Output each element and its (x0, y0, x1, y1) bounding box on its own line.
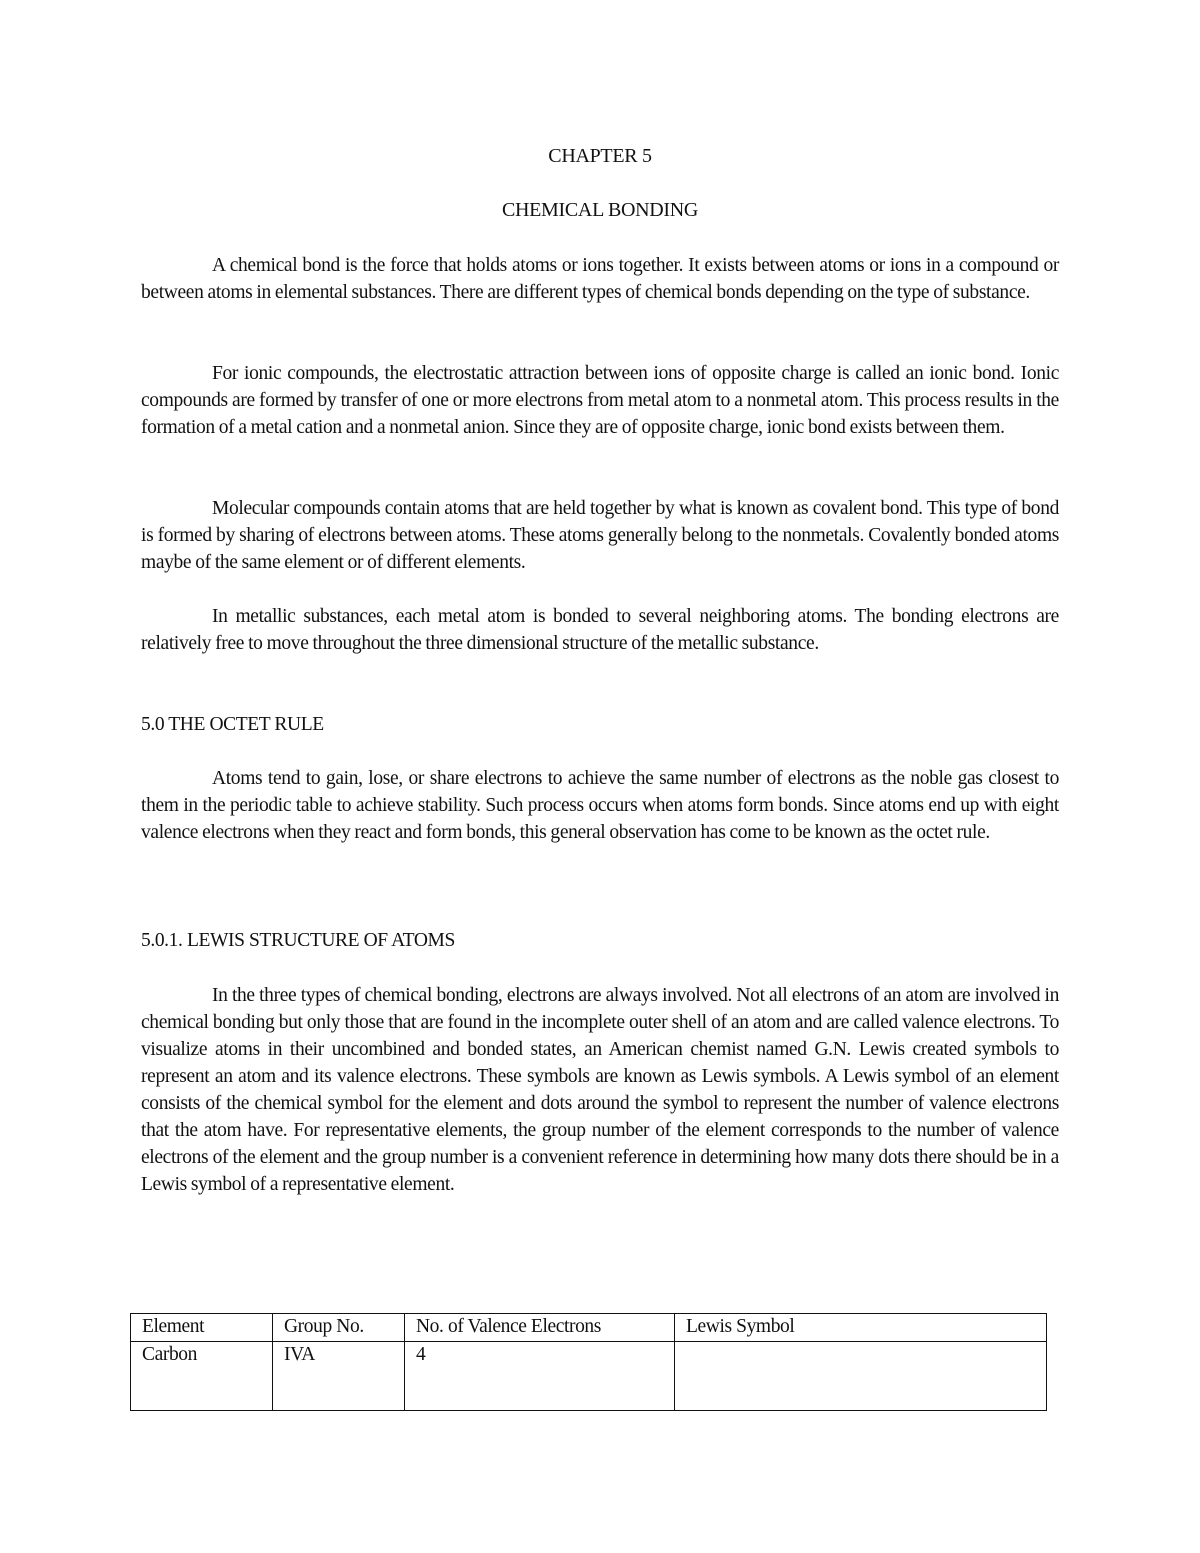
paragraph-octet-rule: Atoms tend to gain, lose, or share electrons to achieve the same number of electrons as the noble gas closest to them in the periodic table to achieve stability. Such process occurs when atoms form bonds. Since atoms end up with eight valence electrons when they react and form bonds, this general observation has come to be known as the octet rule. (141, 768, 1059, 843)
lewis-symbol-table (130, 1313, 1047, 1411)
cell-lewis-symbol (675, 1342, 1047, 1411)
paragraph-ionic-bond: For ionic compounds, the electrostatic attraction between ions of opposite charge is called an ionic bond. Ionic compounds are formed by transfer of one or more electrons from metal atom to a nonmetal atom. This process results in the formation of a metal cation and a nonmetal anion. Since they are of opposite charge, ionic bond exists between them. (141, 363, 1059, 438)
header-lewis-symbol: Lewis Symbol (675, 1314, 1047, 1342)
cell-group-no: IVA (273, 1342, 405, 1411)
header-group-no: Group No. (273, 1314, 405, 1342)
table-header-row (131, 1314, 1047, 1342)
section-heading-octet-rule: 5.0 THE OCTET RULE (141, 714, 324, 735)
paragraph-covalent-bond: Molecular compounds contain atoms that are held together by what is known as covalent bond. This type of bond is formed by sharing of electrons between atoms. These atoms generally belong to the nonmetals. Covalently bonded atoms maybe of the same element or of different elements. (141, 498, 1059, 573)
paragraph-metallic-bond: In metallic substances, each metal atom is bonded to several neighboring atoms. The bonding electrons are relatively free to move throughout the three dimensional structure of the metallic substance. (141, 606, 1059, 654)
chapter-title: CHEMICAL BONDING (501, 199, 699, 221)
paragraph-lewis-structure: In the three types of chemical bonding, electrons are always involved. Not all electrons of an atom are involved in chemical bonding but only those that are found in the incomplete outer shell of an atom and are called valence electrons. To visualize atoms in their uncombined and bonded states, an American chemist named G.N. Lewis created symbols to represent an atom and its valence electrons. These symbols are known as Lewis symbols. A Lewis symbol of an element consists of the chemical symbol for the element and dots around the symbol to represent the number of valence electrons that the atom have. For representative elements, the group number of the element corresponds to the number of valence electrons of the element and the group number is a convenient reference in determining how many dots there should be in a Lewis symbol of a representative element. (141, 985, 1059, 1195)
section-heading-lewis-structure: 5.0.1. LEWIS STRUCTURE OF ATOMS (141, 930, 455, 951)
cell-element: Carbon (131, 1342, 273, 1411)
chapter-number: CHAPTER 5 (548, 145, 652, 167)
header-valence-electrons: No. of Valence Electrons (405, 1314, 675, 1342)
cell-valence-electrons: 4 (405, 1342, 675, 1411)
header-element: Element (131, 1314, 273, 1342)
table-row (131, 1342, 1047, 1411)
paragraph-chemical-bond: A chemical bond is the force that holds atoms or ions together. It exists between atoms or ions in a compound or between atoms in elemental substances. There are different types of chemical bonds depending on the type of substance. (141, 255, 1059, 303)
